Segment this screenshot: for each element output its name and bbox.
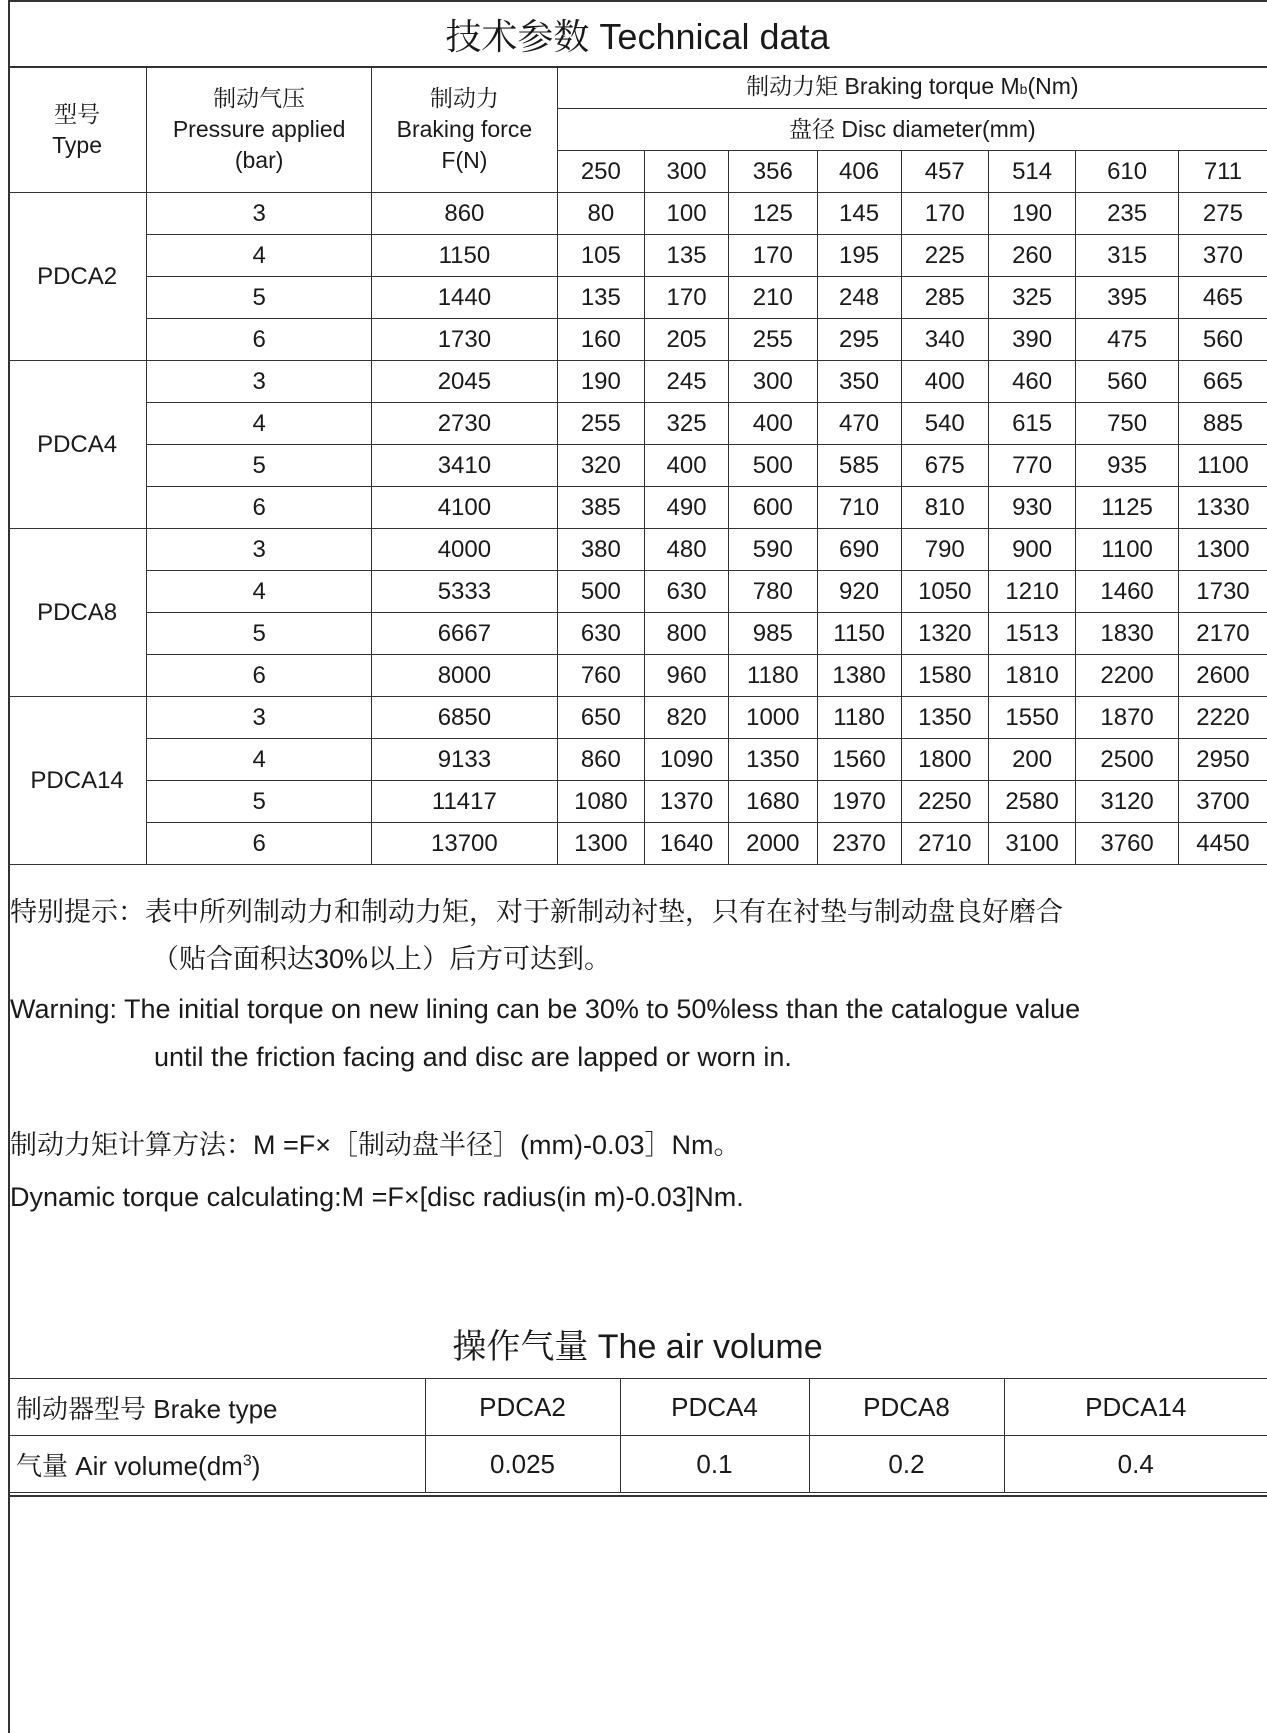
torque-cell: 380 [557,529,644,571]
torque-cell: 600 [729,487,817,529]
air-volume-cell: 0.2 [809,1436,1004,1493]
torque-cell: 385 [557,487,644,529]
torque-cell: 325 [645,403,729,445]
pressure-cell: 5 [147,781,372,823]
brake-type-cell: PDCA4 [620,1379,809,1436]
torque-cell: 1330 [1178,487,1267,529]
torque-cell: 985 [729,613,817,655]
torque-cell: 1460 [1076,571,1179,613]
technical-data-table [8,66,1267,865]
torque-cell: 2600 [1178,655,1267,697]
torque-cell: 1580 [901,655,988,697]
pressure-cell: 4 [147,235,372,277]
pressure-header-unit: (bar) [234,147,284,173]
brake-type-cell: PDCA14 [1004,1379,1267,1436]
pressure-cell: 3 [147,529,372,571]
torque-cell: 465 [1178,277,1267,319]
torque-cell: 1680 [729,781,817,823]
torque-cell: 770 [988,445,1075,487]
special-note-cn-line2: （贴合面积达30%以上）后方可达到。 [152,944,612,974]
torque-cell: 900 [988,529,1075,571]
pressure-cell: 3 [147,193,372,235]
torque-cell: 1100 [1076,529,1179,571]
torque-cell: 1150 [817,613,901,655]
torque-formula-cn: 制动力矩计算方法：M =F×［制动盘半径］(mm)-0.03］Nm。 [10,1130,741,1160]
table-row [8,781,1267,823]
torque-header-main: 制动力矩 Braking torque M [746,72,1020,99]
torque-cell: 235 [1076,193,1179,235]
force-cell: 2045 [372,361,558,403]
torque-cell: 390 [988,319,1075,361]
disc-diameter-cell: 300 [645,151,729,193]
force-cell: 13700 [372,823,558,865]
torque-cell: 1350 [729,739,817,781]
torque-cell: 500 [729,445,817,487]
torque-cell: 560 [1076,361,1179,403]
torque-cell: 1970 [817,781,901,823]
air-volume-label [8,1436,425,1493]
brake-type-cell: PDCA2 [425,1379,620,1436]
torque-cell: 1300 [1178,529,1267,571]
torque-cell: 145 [817,193,901,235]
table-row [8,613,1267,655]
torque-cell: 255 [729,319,817,361]
disc-diameter-cell: 457 [901,151,988,193]
torque-cell: 1640 [645,823,729,865]
torque-cell: 3700 [1178,781,1267,823]
force-cell: 6850 [372,697,558,739]
torque-cell: 500 [557,571,644,613]
torque-cell: 650 [557,697,644,739]
torque-cell: 170 [729,235,817,277]
type-header-en: Type [52,131,103,158]
table-row [8,571,1267,613]
disc-diameter-cell: 514 [988,151,1075,193]
torque-cell: 710 [817,487,901,529]
torque-cell: 1180 [817,697,901,739]
table-row [8,655,1267,697]
torque-cell: 1370 [645,781,729,823]
torque-cell: 2220 [1178,697,1267,739]
torque-cell: 200 [988,739,1075,781]
torque-cell: 490 [645,487,729,529]
torque-cell: 170 [901,193,988,235]
torque-cell: 810 [901,487,988,529]
torque-cell: 400 [901,361,988,403]
torque-cell: 255 [557,403,644,445]
pressure-cell: 6 [147,319,372,361]
torque-cell: 370 [1178,235,1267,277]
torque-cell: 1210 [988,571,1075,613]
torque-cell: 1800 [901,739,988,781]
force-header-unit: F(N) [441,147,488,173]
brake-type-label: 制动器型号 Brake type [8,1379,425,1436]
torque-cell: 675 [901,445,988,487]
torque-cell: 80 [557,193,644,235]
brake-type-row [8,1379,1267,1436]
force-cell: 2730 [372,403,558,445]
technical-data-body [8,67,1267,865]
table-row [8,739,1267,781]
warning-en-line2: until the friction facing and disc are lapped or worn in. [154,1042,792,1072]
torque-cell: 800 [645,613,729,655]
torque-cell: 2250 [901,781,988,823]
torque-cell: 1180 [729,655,817,697]
torque-cell: 2170 [1178,613,1267,655]
pressure-header-en: Pressure applied [172,116,346,142]
table-row [8,445,1267,487]
torque-cell: 195 [817,235,901,277]
disc-diameter-cell: 250 [557,151,644,193]
torque-cell: 885 [1178,403,1267,445]
pressure-cell: 3 [147,361,372,403]
disc-diameter-header: 盘径 Disc diameter(mm) [557,109,1267,151]
torque-cell: 105 [557,235,644,277]
table-row [8,361,1267,403]
torque-cell: 135 [645,235,729,277]
torque-cell: 190 [988,193,1075,235]
force-cell: 8000 [372,655,558,697]
torque-cell: 325 [988,277,1075,319]
type-header-cn: 型号 [54,100,101,127]
torque-cell: 630 [557,613,644,655]
torque-cell: 690 [817,529,901,571]
pressure-cell: 4 [147,739,372,781]
pressure-cell: 6 [147,487,372,529]
torque-cell: 225 [901,235,988,277]
air-volume-row [8,1436,1267,1493]
torque-cell: 1513 [988,613,1075,655]
torque-cell: 665 [1178,361,1267,403]
pressure-cell: 4 [147,403,372,445]
torque-cell: 960 [645,655,729,697]
pressure-header-cn: 制动气压 [213,85,306,111]
torque-formula-en: Dynamic torque calculating:M =F×[disc radius(in m)-0.03]Nm. [10,1182,744,1212]
pressure-header [147,67,372,193]
pressure-cell: 5 [147,277,372,319]
disc-diameter-cell: 610 [1076,151,1179,193]
force-header [372,67,558,193]
notes-section [10,888,1260,1217]
type-cell: PDCA2 [8,193,147,361]
torque-cell: 170 [645,277,729,319]
table-row [8,487,1267,529]
force-cell: 6667 [372,613,558,655]
torque-cell: 1830 [1076,613,1179,655]
table-row [8,529,1267,571]
force-header-cn: 制动力 [429,85,499,111]
force-header-en: Braking force [396,116,533,142]
force-cell: 4000 [372,529,558,571]
header-row-1 [8,67,1267,109]
torque-cell: 2710 [901,823,988,865]
torque-header-unit: (Nm) [1027,72,1079,99]
torque-cell: 590 [729,529,817,571]
table-row [8,319,1267,361]
type-cell: PDCA14 [8,697,147,865]
warning-en-line1: Warning: The initial torque on new lining can be 30% to 50%less than the catalogue value [10,994,1081,1024]
torque-cell: 790 [901,529,988,571]
torque-cell: 930 [988,487,1075,529]
torque-cell: 1100 [1178,445,1267,487]
pressure-cell: 5 [147,445,372,487]
torque-cell: 820 [645,697,729,739]
torque-cell: 1080 [557,781,644,823]
torque-cell: 2370 [817,823,901,865]
technical-data-title: 技术参数 Technical data [8,0,1267,68]
torque-cell: 2200 [1076,655,1179,697]
air-volume-cell: 0.4 [1004,1436,1267,1493]
air-volume-cell: 0.1 [620,1436,809,1493]
special-note-cn-line1: 特别提示：表中所列制动力和制动力矩，对于新制动衬垫，只有在衬垫与制动盘良好磨合 [10,897,1063,927]
torque-cell: 100 [645,193,729,235]
force-cell: 9133 [372,739,558,781]
pressure-cell: 6 [147,655,372,697]
brake-type-cell: PDCA8 [809,1379,1004,1436]
torque-cell: 560 [1178,319,1267,361]
torque-cell: 920 [817,571,901,613]
torque-cell: 3760 [1076,823,1179,865]
torque-cell: 2950 [1178,739,1267,781]
torque-cell: 460 [988,361,1075,403]
force-cell: 1150 [372,235,558,277]
air-volume-label-close: ) [251,1450,261,1481]
pressure-cell: 6 [147,823,372,865]
torque-cell: 1810 [988,655,1075,697]
table-row [8,403,1267,445]
torque-cell: 260 [988,235,1075,277]
torque-cell: 4450 [1178,823,1267,865]
torque-cell: 295 [817,319,901,361]
torque-cell: 315 [1076,235,1179,277]
torque-header [557,67,1267,109]
torque-cell: 245 [645,361,729,403]
disc-diameter-cell: 356 [729,151,817,193]
disc-diameter-cell: 406 [817,151,901,193]
torque-cell: 3120 [1076,781,1179,823]
torque-cell: 480 [645,529,729,571]
table-row [8,823,1267,865]
torque-cell: 135 [557,277,644,319]
air-volume-label-text: 气量 Air volume(dm [16,1450,243,1481]
table-row [8,193,1267,235]
torque-cell: 350 [817,361,901,403]
torque-cell: 285 [901,277,988,319]
force-cell: 4100 [372,487,558,529]
type-cell: PDCA8 [8,529,147,697]
torque-cell: 125 [729,193,817,235]
force-cell: 5333 [372,571,558,613]
air-volume-title: 操作气量 The air volume [452,1328,823,1366]
torque-cell: 1320 [901,613,988,655]
torque-cell: 760 [557,655,644,697]
air-volume-label-superscript: 3 [242,1451,252,1469]
torque-cell: 2000 [729,823,817,865]
air-volume-cell: 0.025 [425,1436,620,1493]
table-row [8,235,1267,277]
torque-cell: 540 [901,403,988,445]
table-row [8,277,1267,319]
torque-cell: 248 [817,277,901,319]
force-cell: 860 [372,193,558,235]
pressure-cell: 3 [147,697,372,739]
bottom-rule [8,1495,1267,1497]
torque-cell: 1730 [1178,571,1267,613]
torque-cell: 1000 [729,697,817,739]
type-cell: PDCA4 [8,361,147,529]
torque-cell: 2500 [1076,739,1179,781]
torque-cell: 860 [557,739,644,781]
torque-cell: 205 [645,319,729,361]
torque-cell: 1380 [817,655,901,697]
torque-cell: 2580 [988,781,1075,823]
torque-cell: 300 [729,361,817,403]
torque-cell: 275 [1178,193,1267,235]
torque-cell: 320 [557,445,644,487]
force-cell: 1440 [372,277,558,319]
table-row [8,697,1267,739]
torque-cell: 400 [645,445,729,487]
torque-cell: 935 [1076,445,1179,487]
pressure-cell: 5 [147,613,372,655]
torque-cell: 1550 [988,697,1075,739]
force-cell: 11417 [372,781,558,823]
torque-cell: 750 [1076,403,1179,445]
torque-cell: 190 [557,361,644,403]
force-cell: 3410 [372,445,558,487]
torque-cell: 3100 [988,823,1075,865]
torque-cell: 475 [1076,319,1179,361]
force-cell: 1730 [372,319,558,361]
torque-cell: 400 [729,403,817,445]
torque-cell: 1050 [901,571,988,613]
torque-cell: 615 [988,403,1075,445]
torque-cell: 1870 [1076,697,1179,739]
torque-cell: 210 [729,277,817,319]
torque-cell: 1350 [901,697,988,739]
air-volume-table [8,1378,1267,1493]
torque-cell: 1300 [557,823,644,865]
torque-cell: 340 [901,319,988,361]
torque-cell: 585 [817,445,901,487]
torque-cell: 1125 [1076,487,1179,529]
torque-cell: 395 [1076,277,1179,319]
torque-cell: 780 [729,571,817,613]
torque-cell: 470 [817,403,901,445]
disc-diameter-cell: 711 [1178,151,1267,193]
pressure-cell: 4 [147,571,372,613]
torque-cell: 1560 [817,739,901,781]
torque-header-subscript: b [1019,80,1028,97]
torque-cell: 630 [645,571,729,613]
type-header [8,67,147,193]
torque-cell: 1090 [645,739,729,781]
torque-cell: 160 [557,319,644,361]
